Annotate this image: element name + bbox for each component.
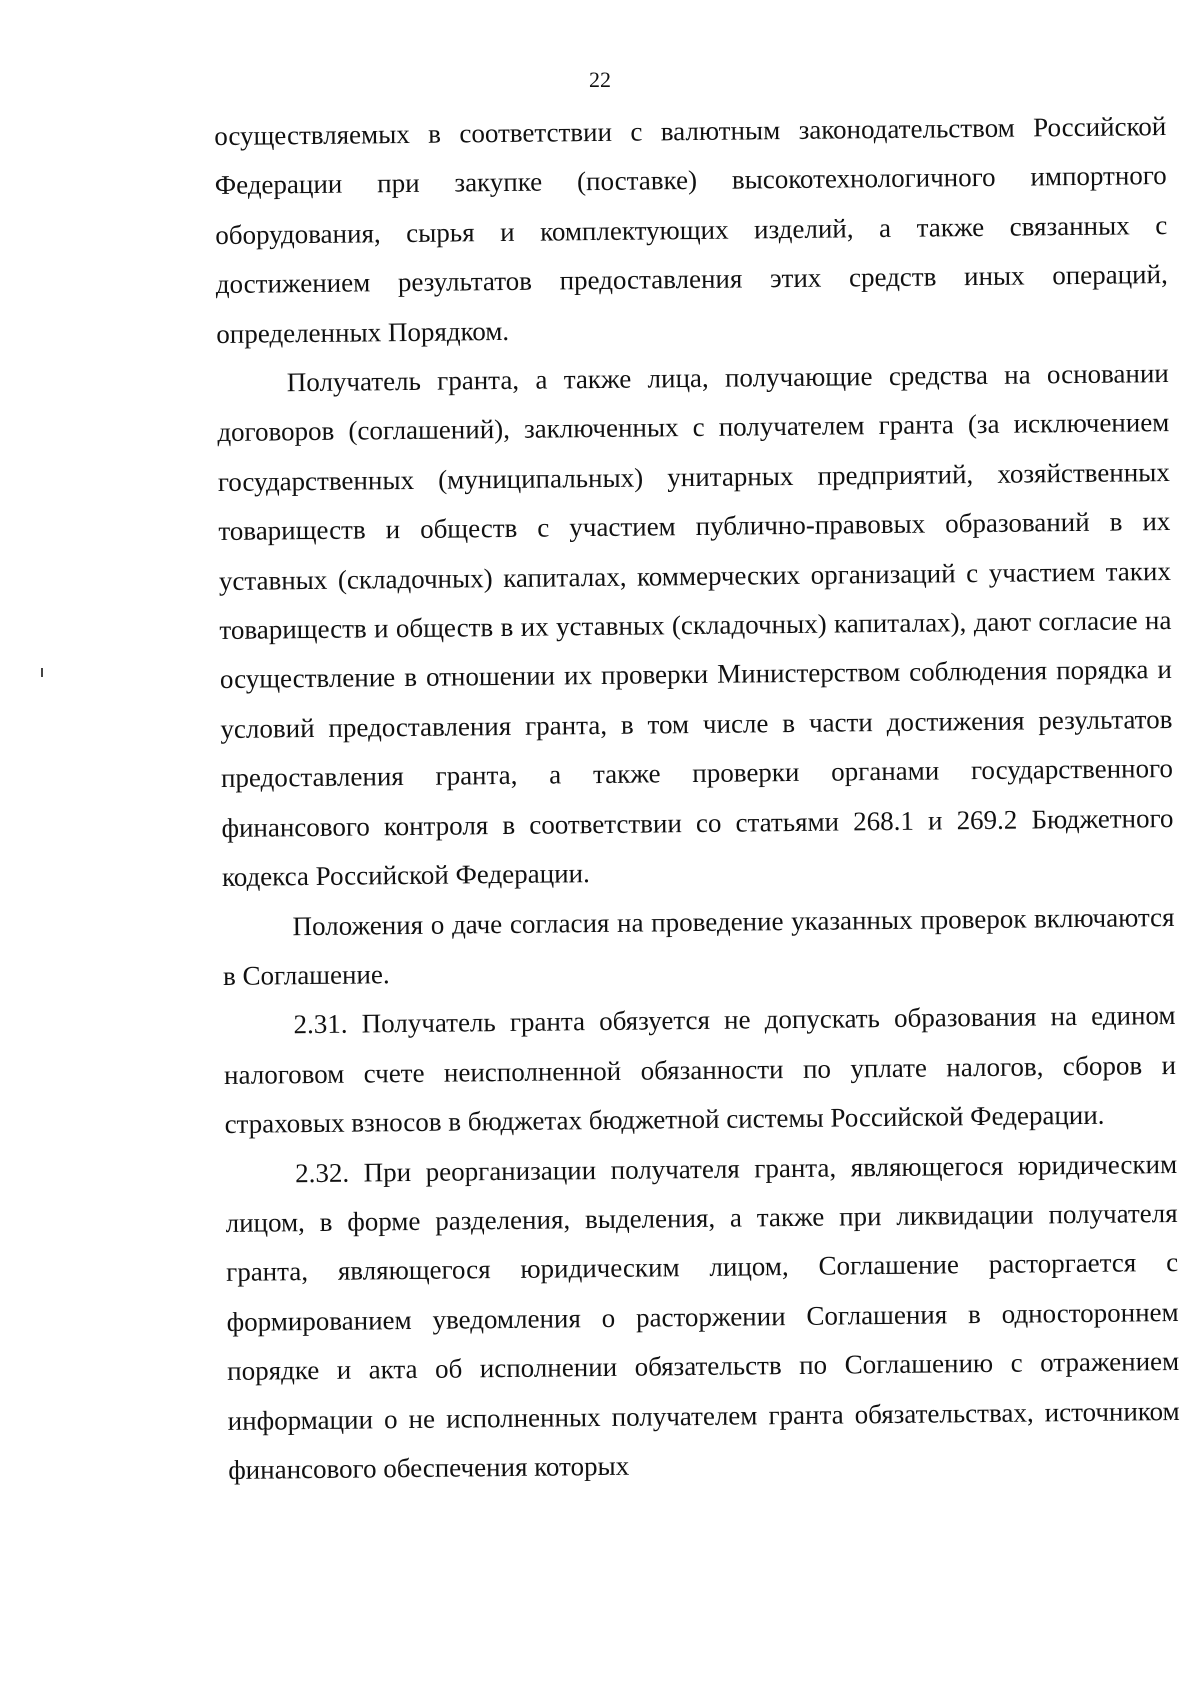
paragraph-grant-recipient-consent: Получатель гранта, а также лица, получающие средства на основании договоров (соглашений), заключенных с получателем гранта (за исключением государственных (муниципальных) унитарных предприятий, хозяйственных товариществ и обществ с участием публично-правовых образований в их уставных (складочных) капиталах, коммерческих организаций с участием таких товариществ и обществ в их уставных (складочных) капиталах), дают согласие на осуществление в отношении их проверки Министерством соблюдения порядка и условий предоставления гранта, в том числе в части достижения результатов предоставления гранта, а также проверки органами государственного финансового контроля в соответствии со статьями 268.1 и 269.2 Бюджетного кодекса Российской Федерации. xyxy=(217,358,1174,893)
paragraph-continuation: осуществляемых в соответствии с валютным законодательством Российской Федерации при закупке (поставке) высокотехнологичного импортного оборудования, сырья и комплектующих изделий, а также связанных с достижением результатов предоставления этих средств иных операций, определенных Порядком. xyxy=(214,111,1168,349)
document-body xyxy=(214,102,1180,1495)
paragraph-2-32: 2.32. При реорганизации получателя гранта, являющегося юридическим лицом, в форме разделения, выделения, а также при ликвидации получателя гранта, являющегося юридическим лицом, Соглашение расторгается с формированием уведомления о расторжении Соглашения в одностороннем порядке и акта об исполнении обязательств по Соглашению с отражением информации о не исполненных получателем гранта обязательствах, источником финансового обеспечения которых xyxy=(225,1148,1180,1485)
scan-artifact-mark xyxy=(41,668,43,677)
paragraph-consent-provisions: Положения о даче согласия на проведение указанных проверок включаются в Соглашение. xyxy=(222,901,1175,991)
page-number: 22 xyxy=(589,67,611,92)
paragraph-2-31: 2.31. Получатель гранта обязуется не допускать образования на едином налоговом счете неисполненной обязанности по уплате налогов, сборов и страховых взносов в бюджетах бюджетной системы Российской Федерации. xyxy=(223,1000,1177,1140)
